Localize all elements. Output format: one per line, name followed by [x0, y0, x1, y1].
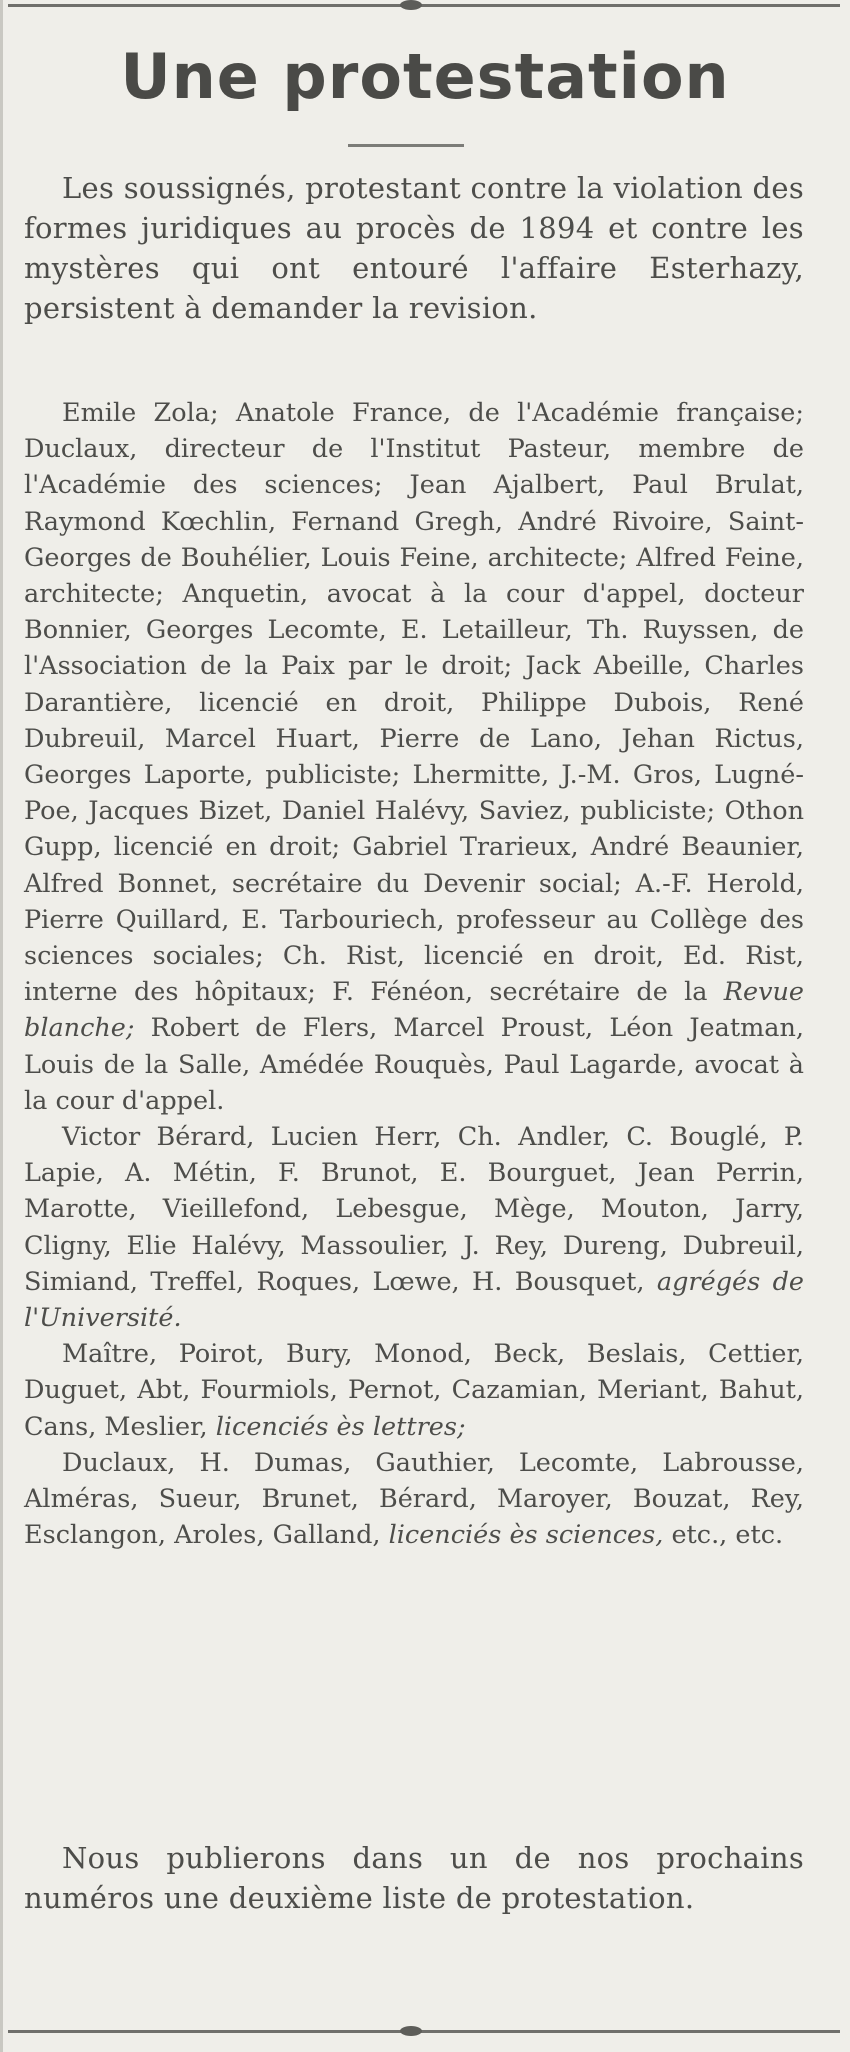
signatories-italic: agrégés de l'Université. [24, 1266, 805, 1334]
signatories-group-1 [24, 395, 804, 1119]
signatories-tail: Robert de Flers, Marcel Proust, Léon Jeatman, Louis de la Salle, Amédée Rouquès, Paul Lagarde, avocat à la cour d'appel. [24, 1013, 804, 1116]
signatories-italic: licenciés ès sciences, [388, 1520, 664, 1551]
column-edge [0, 0, 3, 2052]
signatories-italic: Revue blanche; [24, 977, 804, 1044]
signatories-group-2 [24, 1119, 804, 1336]
signatories-text: Victor Bérard, Lucien Herr, Ch. Andler, C. Bouglé, P. Lapie, A. Métin, F. Brunot, E. Bourguet, Jean Perrin, Marotte, Vieillefond, Lebesgue, Mège, Mouton, Jarry, Cligny, Elie Halévy, Massoulier, J. Rey, Dureng, Dubreuil, Simiand, Treffel, Roques, Lœwe, H. Bousquet, [24, 1122, 804, 1297]
signatories-group-3 [24, 1336, 804, 1445]
signatories-list [24, 395, 804, 1554]
signatories-group-4 [24, 1445, 804, 1554]
signatories-tail: etc., etc. [663, 1520, 784, 1551]
signatories-text: Duclaux, H. Dumas, Gauthier, Lecomte, Labrousse, Alméras, Sueur, Brunet, Bérard, Maroyer, Bouzat, Rey, Esclangon, Aroles, Galland, [24, 1447, 804, 1551]
closing-paragraph: Nous publierons dans un de nos prochains numéros une deuxième liste de protestation. [24, 1841, 804, 1915]
bottom-rule [8, 2030, 840, 2033]
signatories-text: Emile Zola; Anatole France, de l'Académie française; Duclaux, directeur de l'Institut Pasteur, membre de l'Académie des sciences; Jean Ajalbert, Paul Brulat, Raymond Kœchlin, Fernand Gregh, André Rivoire, Saint-Georges de Bouhélier, Louis Feine, architecte; Alfred Feine, architecte; Anquetin, avocat à la cour d'appel, docteur Bonnier, Georges Lecomte, E. Letailleur, Th. Ruyssen, de l'Association de la Paix par le droit; Jack Abeille, Charles Darantière, licencié en droit, Philippe Dubois, René Dubreuil, Marcel Huart, Pierre de Lano, Jehan Rictus, Georges Laporte, publiciste; Lhermitte, J.-M. Gros, Lugné-Poe, Jacques Bizet, Daniel Halévy, Saviez, publiciste; Othon Gupp, licencié en droit; Gabriel Trarieux, André Beaunier, Alfred Bonnet, secrétaire du Devenir social; A.-F. Herold, Pierre Quillard, E. Tarbouriech, professeur au Collège des sciences sociales; Ch. Rist, licencié en droit, Ed. Rist, interne des hôpitaux; F. Fénéon, secrétaire de la [24, 398, 804, 1008]
title-underline [348, 144, 464, 147]
article-title: Une protestation [120, 40, 730, 113]
intro-paragraph: Les soussignés, protestant contre la violation des formes juridiques au procès de 1894 et contre les mystères qui ont entouré l'affaire Esterhazy, persistent à demander la revision. [24, 171, 805, 325]
top-rule [8, 4, 840, 7]
signatories-text: Maître, Poirot, Bury, Monod, Beck, Beslais, Cettier, Duguet, Abt, Fourmiols, Pernot, Cazamian, Meriant, Bahut, Cans, Meslier, [24, 1339, 804, 1442]
top-rule-ornament [400, 0, 422, 10]
bottom-rule-ornament [400, 2026, 422, 2036]
signatories-italic: licenciés ès lettres; [215, 1411, 466, 1442]
